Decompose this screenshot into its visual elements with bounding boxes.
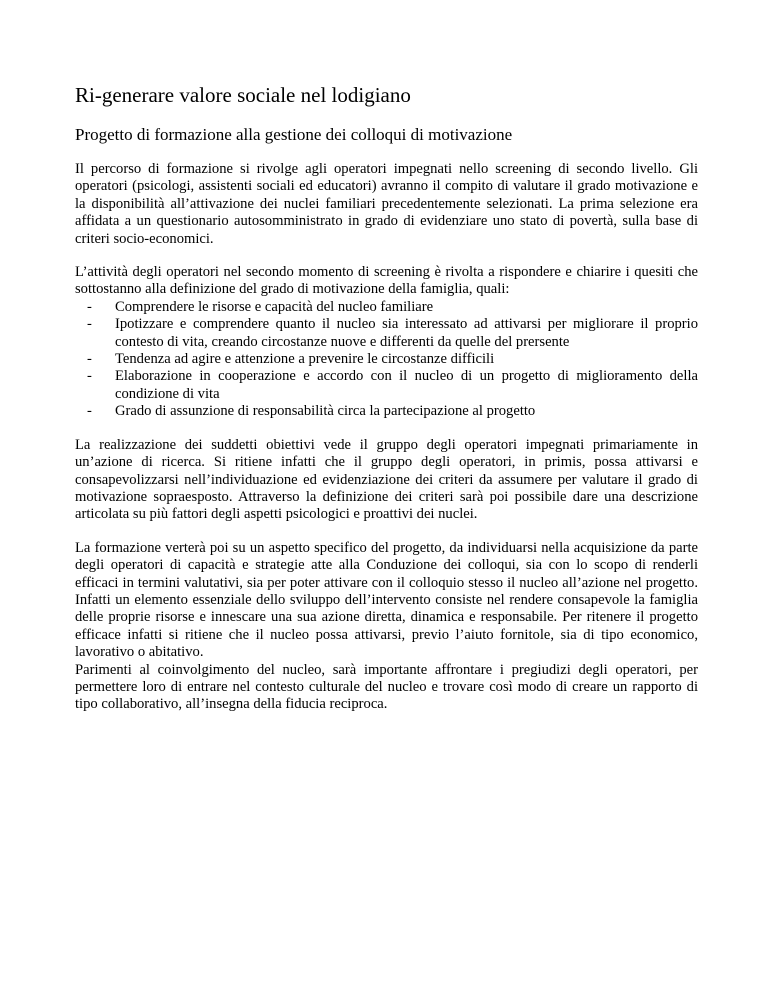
list-item [75, 299, 698, 316]
objectives-list [75, 299, 698, 421]
list-item-text: Ipotizzare e comprendere quanto il nucleo sia interessato ad attivarsi per migliorare il proprio contesto di vita, creando circostanze nuove e differenti da quelle del prersente [115, 316, 698, 350]
document-title: Ri-generare valore sociale nel lodigiano [75, 83, 411, 107]
list-item-text: Elaborazione in cooperazione e accordo con il nucleo di un progetto di miglioramento della condizione di vita [115, 368, 698, 402]
list-dash: - [87, 351, 92, 368]
document-page [75, 82, 698, 730]
list-item [75, 403, 698, 420]
list-dash: - [87, 368, 92, 385]
list-dash: - [87, 298, 92, 315]
list-item [75, 351, 698, 368]
list-item-text: Grado di assunzione di responsabilità circa la partecipazione al progetto [115, 403, 536, 420]
list-dash: - [87, 316, 92, 333]
paragraph-training: La formazione verterà poi su un aspetto specifico del progetto, da individuarsi nella acquisizione da parte degli operatori di capacità e strategie atte alla Conduzione dei colloqui, sia con lo scopo di renderli efficaci in termini valutativi, sia per poter attivare con il colloquio stesso il nucleo all’azione nel progetto. Infatti un elemento essenziale dello sviluppo dell’intervento consiste nel rendere consapevole la famiglia delle proprie risorse e innescare una sua azione diretta, dinamica e responsabile. Per ritenere il progetto efficace infatti si ritiene che il nucleo possa attivarsi, previo l’aiuto fornitole, sia di tipo economico, lavorativo o abitativo. [75, 539, 698, 661]
list-item [75, 368, 698, 403]
document-subtitle: Progetto di formazione alla gestione dei colloqui di motivazione [75, 125, 513, 144]
paragraph-research: La realizzazione dei suddetti obiettivi vede il gruppo degli operatori impegnati primariamente in un’azione di ricerca. Si ritiene infatti che il gruppo degli operatori, in primis, possa attivarsi e consapevolizzarsi nell’individuazione ed evidenziazione dei criteri da assumere per valutare il grado di motivazione sopraesposto. Attraverso la definizione dei criteri sarà poi possibile dare una descrizione articolata su più fattori degli aspetti psicologici e proattivi dei nuclei. [75, 436, 698, 523]
paragraph-intro: Il percorso di formazione si rivolge agli operatori impegnati nello screening di secondo livello. Gli operatori (psicologi, assistenti sociali ed educatori) avranno il compito di valutare il grado motivazione e la disponibilità all’attivazione dei nuclei familiari precedentemente selezionati. La prima selezione era affidata a un questionario autosomministrato in grado di evidenziare uno stato di povertà, sulla base di criteri socio-economici. [75, 161, 698, 247]
paragraph-prejudices: Parimenti al coinvolgimento del nucleo, sarà importante affrontare i pregiudizi degli operatori, per permettere loro di entrare nel contesto culturale del nucleo e trovare così modo di creare un rapporto di tipo collaborativo, all’insegna della fiducia reciproca. [75, 661, 698, 713]
list-item-text: Tendenza ad agire e attenzione a prevenire le circostanze difficili [115, 351, 495, 368]
paragraph-activity: L’attività degli operatori nel secondo momento di screening è rivolta a rispondere e chiarire i quesiti che sottostanno alla definizione del grado di motivazione della famiglia, quali: [75, 264, 698, 298]
list-item [75, 316, 698, 351]
list-item-text: Comprendere le risorse e capacità del nucleo familiare [115, 298, 434, 315]
list-dash: - [87, 403, 92, 420]
